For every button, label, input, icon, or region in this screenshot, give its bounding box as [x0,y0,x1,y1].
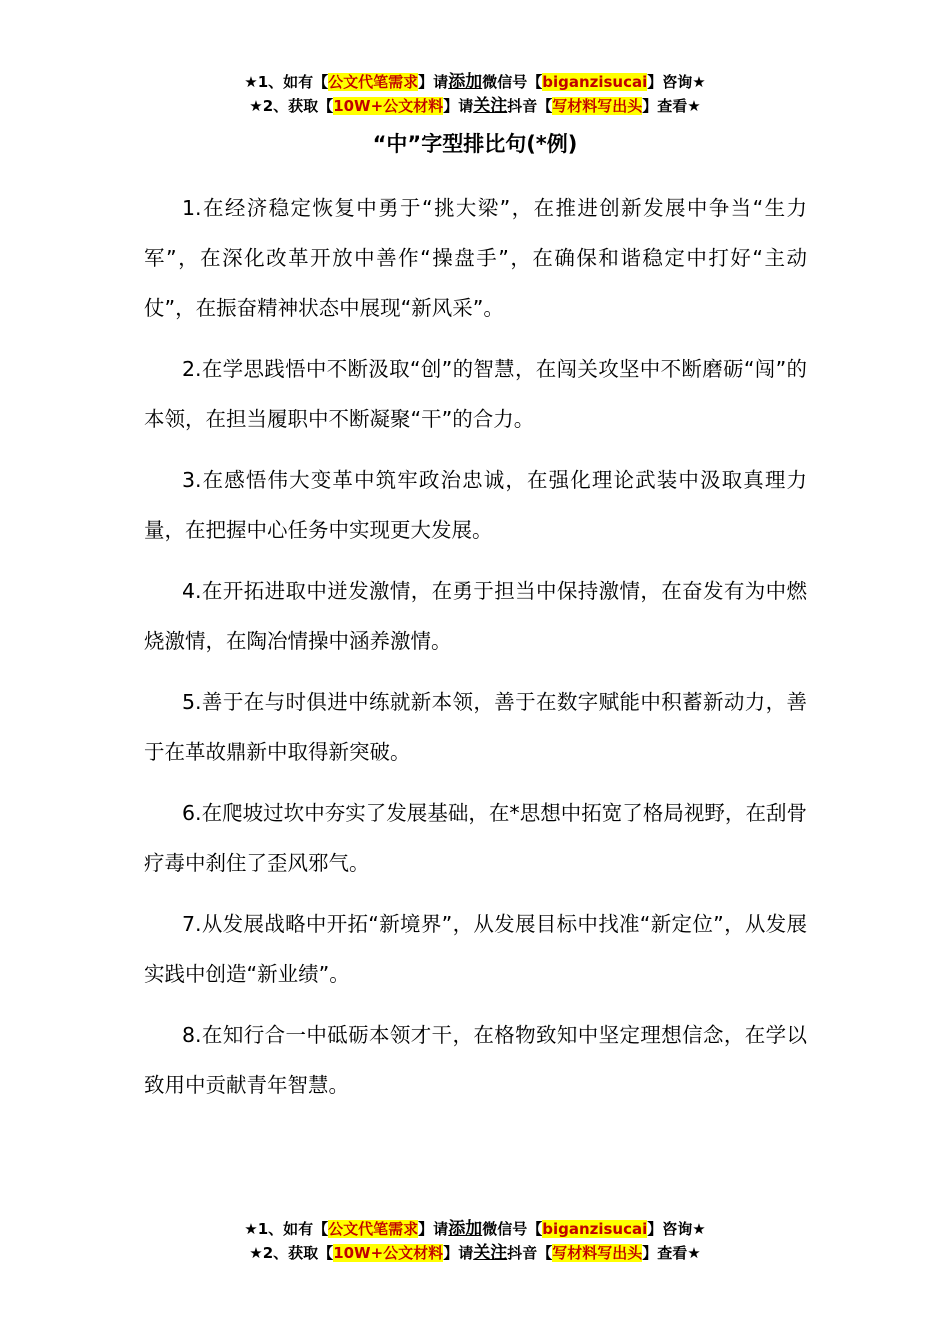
highlight-wechat-id: biganzisucai [542,1220,648,1238]
paragraph-4: 4.在开拓进取中迸发激情，在勇于担当中保持激情，在奋发有为中燃烧激情，在陶冶情操中涵养激情。 [144,579,807,653]
banner-line-1 [0,1217,950,1241]
document-body [144,183,807,1121]
star-icon: ★ [687,1244,701,1262]
star-icon: ★ [692,73,706,91]
highlight-douyin-account: 写材料写出头 [552,1244,643,1262]
paragraph-3: 3.在感悟伟大变革中筑牢政治忠诚，在强化理论武装中汲取真理力量，在把握中心任务中实现更大发展。 [144,468,807,542]
underlined-word: 添加 [448,72,483,92]
banner-text: 1、如有【 [257,1220,329,1238]
paragraph-2: 2.在学思践悟中不断汲取“创”的智慧，在闯关攻坚中不断磨砺“闯”的本领，在担当履职中不断凝聚“干”的合力。 [144,357,807,431]
star-icon: ★ [244,73,258,91]
banner-line-2 [0,1241,950,1265]
banner-text: 2、获取【 [262,97,334,115]
footer-banner [0,1217,950,1265]
banner-text: 】查看 [642,97,688,115]
banner-text: 】请 [443,97,474,115]
highlight-wechat-id: biganzisucai [542,73,648,91]
banner-text: 】请 [418,73,449,91]
banner-text: 微信号【 [482,1220,543,1238]
star-icon: ★ [692,1220,706,1238]
underlined-word: 关注 [473,1243,508,1263]
banner-text: 1、如有【 [257,73,329,91]
highlight-materials: 10W+公文材料 [333,1244,444,1262]
underlined-word: 关注 [473,96,508,116]
header-banner [0,70,950,118]
star-icon: ★ [249,97,263,115]
highlight-douyin-account: 写材料写出头 [552,97,643,115]
banner-line-2 [0,94,950,118]
star-icon: ★ [249,1244,263,1262]
banner-text: 2、获取【 [262,1244,334,1262]
highlight-service: 公文代笔需求 [328,1220,419,1238]
banner-text: 抖音【 [507,1244,553,1262]
star-icon: ★ [244,1220,258,1238]
banner-line-1 [0,70,950,94]
star-icon: ★ [687,97,701,115]
banner-text: 】咨询 [647,1220,693,1238]
highlight-service: 公文代笔需求 [328,73,419,91]
paragraph-6: 6.在爬坡过坎中夯实了发展基础，在*思想中拓宽了格局视野，在刮骨疗毒中刹住了歪风邪气。 [144,801,807,875]
paragraph-5: 5.善于在与时俱进中练就新本领，善于在数字赋能中积蓄新动力，善于在革故鼎新中取得新突破。 [144,690,807,764]
banner-text: 抖音【 [507,97,553,115]
banner-text: 微信号【 [482,73,543,91]
banner-text: 】请 [418,1220,449,1238]
banner-text: 】咨询 [647,73,693,91]
banner-text: 】查看 [642,1244,688,1262]
paragraph-8: 8.在知行合一中砥砺本领才干，在格物致知中坚定理想信念，在学以致用中贡献青年智慧。 [144,1023,807,1097]
document-title: “中”字型排比句(*例) [372,132,578,156]
paragraph-7: 7.从发展战略中开拓“新境界”，从发展目标中找准“新定位”，从发展实践中创造“新业绩”。 [144,912,807,986]
paragraph-1: 1.在经济稳定恢复中勇于“挑大梁”，在推进创新发展中争当“生力军”，在深化改革开放中善作“操盘手”，在确保和谐稳定中打好“主动仗”，在振奋精神状态中展现“新风采”。 [144,196,807,320]
highlight-materials: 10W+公文材料 [333,97,444,115]
banner-text: 】请 [443,1244,474,1262]
underlined-word: 添加 [448,1219,483,1239]
